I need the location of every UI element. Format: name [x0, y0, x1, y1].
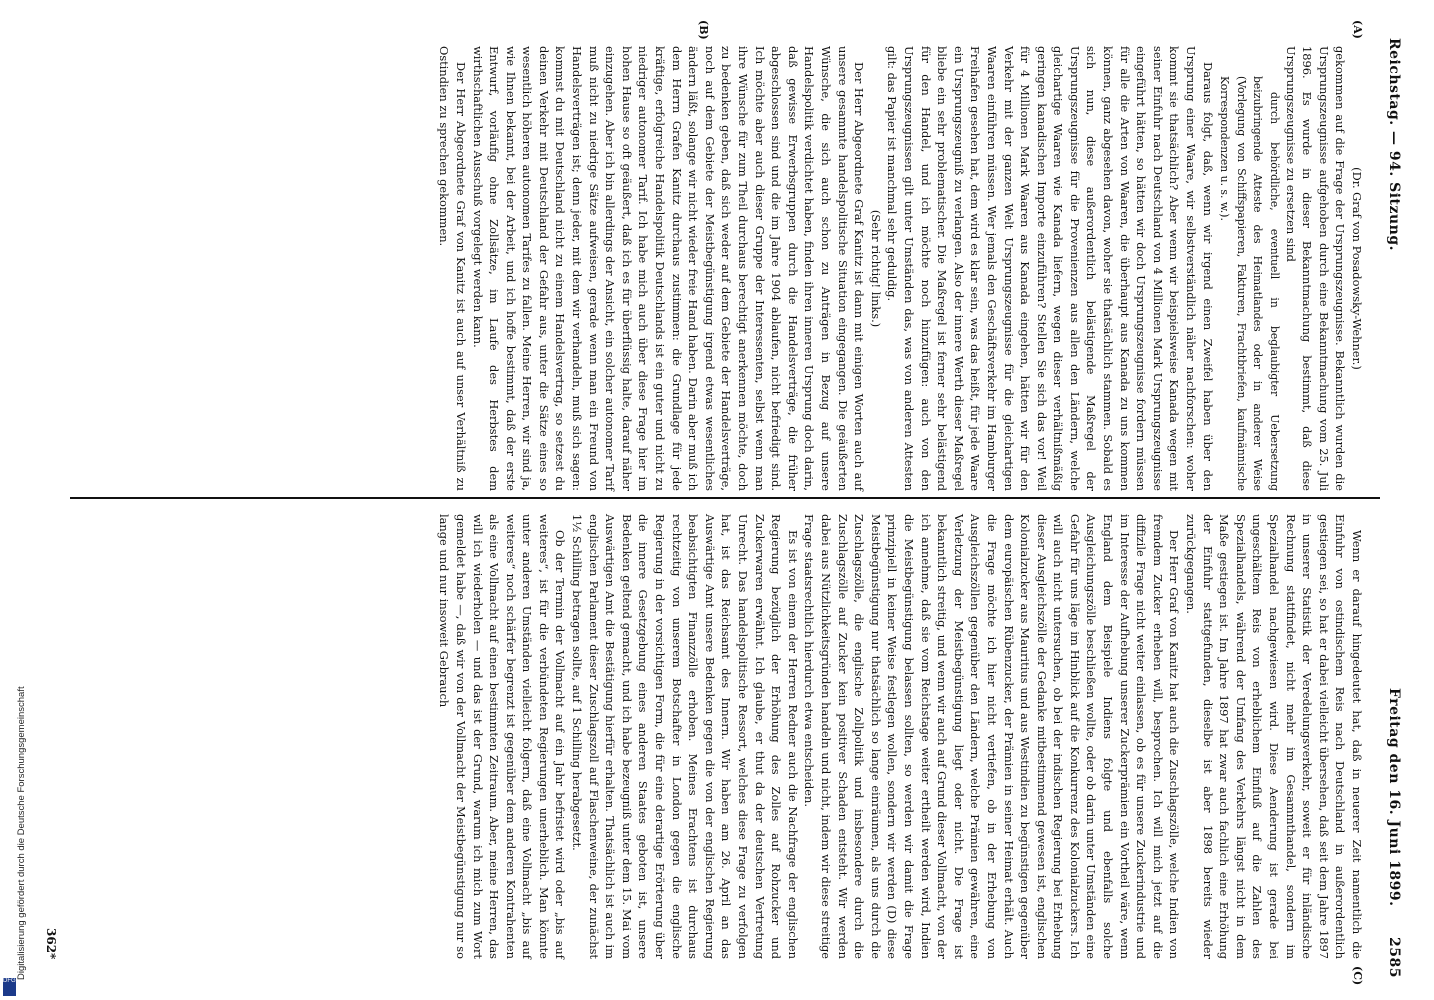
footer-page-number: 362*: [44, 928, 58, 960]
interjection: (Sehr richtig! links.): [868, 209, 883, 328]
column-divider: [70, 497, 1380, 499]
page-number: 2585: [1386, 937, 1402, 978]
right-column: [436, 514, 1365, 959]
paragraph: Der Herr Abgeordnete Graf von Kanitz ist auch auf unser Verhältniß zu Ostindien zu sprechen gekommen.: [437, 46, 468, 491]
paragraph: Wenn er darauf hingedeutet hat, daß in neuerer Zeit namentlich die Einfuhr von ostindischem Reis nach Deutschland in außerordentlich gestiegen sei, so hat er dabei vielleicht übersehen, daß seit dem Jahre 1897 in unserer Statistik der Veredelungsverkehr, soweit er für inländische Rechnung stattfindet, nicht mehr im Gesammthandel, sondern im Spezialhandel nachgewiesen wird. Diese Aenderung ist gerade bei ungeschältem Reis von erheblichem Einfluß auf die Zahlen des Spezialhandels, während der Umfang des Verkehrs längst nicht in dem Maße gestiegen ist. Im Jahre 1897 hat zwar auch fachlich eine Erhöhung der Einfuhr stattgefunden, dieselbe ist aber 1898 bereits wieder zurückgegangen.: [1184, 514, 1364, 959]
dfg-logo-text: DFG: [3, 978, 16, 984]
paragraph: Daraus folgt, daß, wenn wir irgend einen Zweifel haben über den Ursprung einer Waare, wir selbstverständlich näher nachforschen: woher kommt sie thatsächlich? Aber wenn wir beispielsweise Kanada wegen mit seiner Einfuhr nach Deutschland von 4 Millionen Mark Ursprungszeugnisse eingeführt hätten, so hätten wir doch Ursprungszeugnisse fordern müssen für alle die Arten von Waaren, die überhaupt aus Kanada zu uns kommen können, ganz abgesehen davon, woher sie thatsächlich stammen. Sobald es sich nun, diese außerordentlich belästigende Maßregel der Ursprungszeugnisse für die Provenienzen aus allen den Ländern, welche gleichartige Waaren wie Kanada liefern, wegen dieser verhältnißmäßig geringen kanadischen Importe einzuführen? Stellen Sie sich das vor! Weil für 4 Millionen Mark Waaren aus Kanada eingehen, hätten wir für den Verkehr mit der ganzen Welt Ursprungszeugnisse für die gleichartigen Waaren einführen müssen. Wer jemals den Geschäftsverkehr im Hamburger Freihafen gesehen hat, dem wird es klar sein, was das heißt, für jede Waare ein Ursprungszeugniß zu verlangen. Also der innere Werth dieser Maßregel bliebe ein sehr problematischer. Die Maßregel ist ferner sehr belästigend für den Handel, und ich möchte noch hinzufügen: auch von den Ursprungszeugnissen gilt unter Umständen das, was von anderen Attesten gilt: das Papier ist manchmal sehr geduldig.: [885, 46, 1215, 491]
paragraph: Der Herr Abgeordnete Graf Kanitz ist dann mit einigen Worten auch auf unsere gesammte handelspolitische Situation eingegangen. Die geäußerten Wünsche, die sich auch schon zu Anträgen in Bezug auf unsere Handelspolitik verdichtet haben, finden ihren inneren Ursprung doch darin, daß gewisse Erwerbsgruppen durch die Handelsverträge, die früher abgeschlossen sind und die im Jahre 1904 ablaufen, nicht befriedigt sind. Ich möchte aber auch dieser Gruppe der Interessenten, selbst wenn man ihre Wünsche für zum Theil durchaus berechtigt anerkennen möchte, doch zu bedenken geben, daß sich weder auf dem Gebiete der Handelsverträge, noch auf dem Gebiete der Meistbegünstigung irgend etwas wesentliches ändern läßt, solange wir nicht wieder freie Hand haben. Darin aber muß ich dem Herrn Grafen Kanitz durchaus zustimmen: die Grundlage für jede kräftige, erfolgreiche Handelspolitik Deutschlands ist ein guter und nicht zu niedriger autonomer Tarif. Ich habe mich auch über diese Frage hier im hohen Hause so oft geäußert, daß ich es für überflüssig halte, darauf näher einzugehen. Aber ich bin allerdings der Ansicht, ein solcher autonomer Tarif muß nicht zu niedrige Sätze aufweisen, gerade wenn man ein Freund von Handelsverträgen ist; denn jeder, mit dem wir verhandeln, muß sich sagen: kommst du mit Deutschland nicht zu einem Handelsvertrag, so setzest du deinen Verkehr mit Deutschland der Gefahr aus, unter die Sätze eines so wesentlich höheren autonomen Tarifes zu fallen. Meine Herren, wir sind ja, wie Ihnen bekannt, bei der Arbeit, und ich hoffe bestimmt, daß der erste Entwurf, vorläufig ohne Zollsätze, im Laufe des Herbstes dem wirthschaftlichen Ausschuß vorgelegt werden kann.: [470, 46, 867, 491]
paragraph: Ob der Termin der Vollmacht auf ein Jahr befristet wird oder „bis auf weiteres“, ist für die verbündeten Regierungen unerheblich. Man könnte unter anderen Umständen vielleicht folgern, daß eine Vollmacht „bis auf weiteres“ noch schärfer begrenzt ist gegenüber dem anderen Kontrahenten als eine Vollmacht auf einen bestimmten Zeitraum. Aber, meine Herren, das will ich wiederholen — und das ist der Grund, warum ich mich zum Wort gemeldet habe —, daß wir von der Vollmacht der Meistbegünstigung nur so lange und nur insoweit Gebrauch: [437, 514, 568, 959]
speaker-line: (Dr. Graf von Posadowsky-Wehner.): [1350, 167, 1364, 370]
document-page: [20, 8, 1410, 998]
digitization-note-text: Digitalisierung gefördert durch die Deutsche Forschungsgemeinschaft: [16, 686, 27, 980]
paragraph: Es ist von einem der Herren Redner auch die Nachfrage der englischen Regierung bezüglich der Erhöhung des Zolles auf Rohzucker und Zuckerwaren erwähnt. Ich glaube, er thut da der deutschen Vertretung Unrecht. Das handelspolitische Ressort, welches diese Frage zu verfolgen hat, ist das Reichsamt des Innern. Wir haben am 26. April an das Auswärtige Amt unsere Bedenken gegen die von der englischen Regierung beabsichtigten Finanzzölle erhoben. Meines Erachtens ist durchaus rechtzeitig von unserem Botschafter in London gegen die englische Regierung in der vorsichtigen Form, die für eine derartige Erörterung über die innere Gesetzgebung eines anderen Staates geboten ist, unsere Bedenken geltend gemacht, und ich habe bezeugniß unter dem 15. Mai vom Auswärtigen Amt die Bestätigung hierfür erhalten. Thatsächlich ist auch im englischen Parlament dieser Zuschlagszoll auf Flaschenweine, der zunächst 1½ Schilling betragen sollte, auf 1 Schilling herabgesetzt.: [570, 514, 800, 959]
margin-marker-c: (C): [1351, 966, 1364, 986]
paragraph: Der Herr Graf von Kanitz hat auch die Zuschlagszölle, welche Indien von fremdem Zucker erheben will, besprochen. Ich will mich jetzt auf die diffizile Frage nicht weiter einlassen, ob es für unsere Zuckerindustrie und im Interesse der Aufhebung unserer Zuckerprämien ein Vortheil wäre, wenn England dem Beispiele Indiens folgte und ebenfalls solche Ausgleichungszölle beschließen wollte, oder ob darin unter Umständen eine Gefahr für uns läge im Hinblick auf die Konkurrenz des Kolonialzuckers. Ich will auch nicht untersuchen, ob bei der indischen Regierung bei Erhebung dieser Ausgleichszölle der Gedanke mitbestimmend gewesen ist, englischen Kolonialzucker aus Mauritius und aus Westindien zu begünstigen gegenüber dem europäischen Rübenzucker, der Prämien in seiner Heimat erhält. Auch die Frage möchte ich hier nicht vertiefen, ob in der Erhebung von Ausgleichszöllen gegenüber den Ländern, welche Prämien gewähren, eine Verletzung der Meistbegünstigung liegt oder nicht. Die Frage ist bekanntlich streitig, und wenn wir auch auf Grund dieser Vollmacht, von der ich annehme, daß sie vom Reichstage weiter ertheilt werden wird, Indien die Meistbegünstigung belassen sollten, so werden wir damit die Frage prinzipiell in keiner Weise festlegen wollen, sondern wir werden (D) diese Meistbegünstigung nur thatsächlich so lange einräumen, als uns durch die Zuschlagszölle, die englische Zollpolitik und insbesondere durch die Zuschlagszölle auf Zucker kein positiver Schaden entsteht. Wir werden dabei aus Nützlichkeitsgründen handeln und nicht, indem wir diese streitige Frage staatsrechtlich hierdurch etwa entscheiden.: [802, 514, 1182, 959]
page-header: [1378, 38, 1402, 978]
page-header-title: Reichstag. — 94. Sitzung.: [1386, 38, 1402, 251]
paragraph: gekommen auf die Frage der Ursprungszeugnisse. Bekanntlich wurden die Ursprungszeugnisse aufgehoben durch eine Bekanntmachung vom 25. Juli 1896. Es wurde in dieser Bekanntmachung bestimmt, daß diese Ursprungszeugnisse zu ersetzen sind: [1283, 46, 1348, 491]
quoted-paragraph: durch behördliche, eventuell in beglaubigter Uebersetzung beizubringende Atteste des Heimatlandes oder in anderer Weise (Vorlegung von Schiffspapieren, Fakturen, Frachtbriefen, kaufmännische Korrespondenzen u. s. w.).: [1218, 76, 1282, 491]
margin-marker-a: (A): [1351, 20, 1364, 39]
digitization-note: [4, 600, 27, 980]
margin-marker-b: (B): [697, 20, 710, 40]
left-column: [436, 46, 1365, 491]
dfg-logo: [3, 978, 16, 996]
page-header-date: Freitag den 16. Juni 1899.: [1386, 688, 1402, 907]
